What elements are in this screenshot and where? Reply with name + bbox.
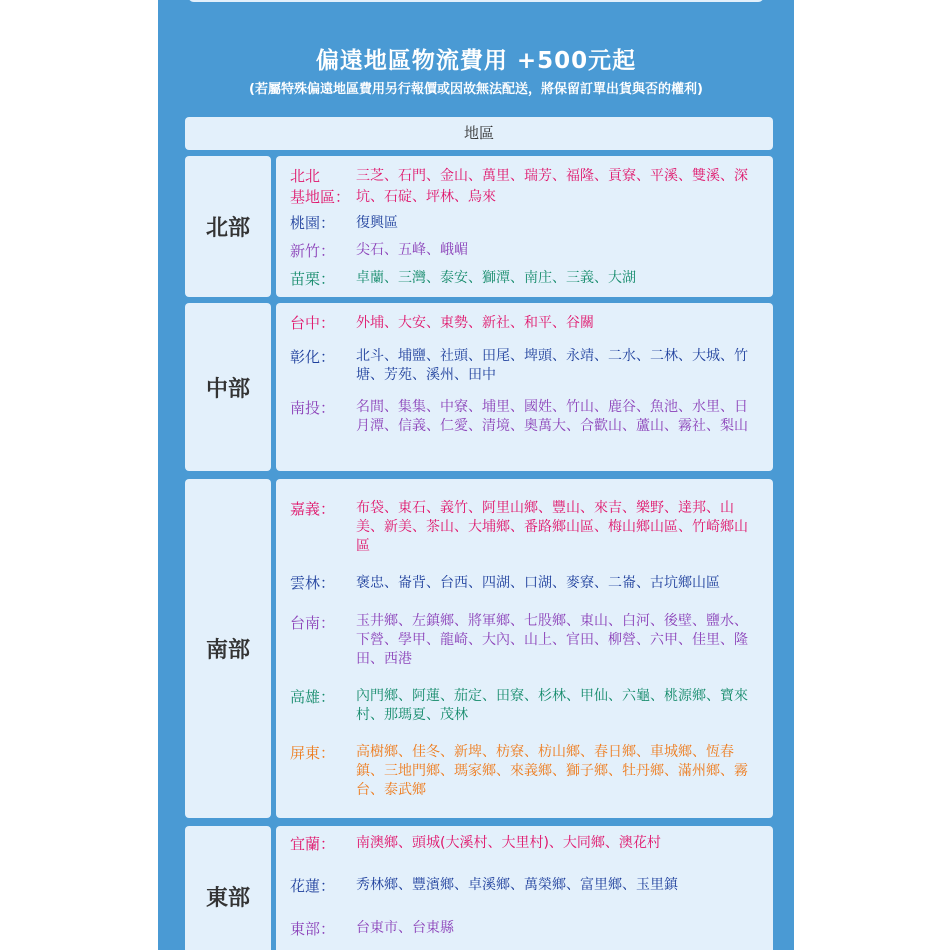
row-areas: 復興區: [356, 215, 398, 231]
row-areas: 北斗、埔鹽、社頭、田尾、埤頭、永靖、二水、二林、大城、竹塘、芳苑、溪州、田中: [356, 348, 748, 383]
row-label: 雲林：: [290, 574, 336, 592]
row-label: 花蓮：: [290, 877, 336, 895]
row-label: 台南：: [290, 614, 336, 632]
row-areas: 名間、集集、中寮、埔里、國姓、竹山、鹿谷、魚池、水里、日月潭、信義、仁愛、清境、奧萬大、合歡山、蘆山、霧社、梨山: [356, 399, 748, 434]
region-north-areas: [276, 156, 773, 297]
region-south: 南部: [185, 479, 271, 818]
row-label: 嘉義：: [290, 500, 336, 518]
table-header: 地區: [185, 117, 773, 150]
region-south-areas: [276, 479, 773, 818]
shipping-info-panel: [158, 0, 794, 950]
row-label: 桃園：: [290, 214, 336, 232]
row-areas: 外埔、大安、東勢、新社、和平、谷關: [356, 315, 594, 331]
row-label: 新竹：: [290, 242, 336, 260]
row-label: 宜蘭：: [290, 835, 336, 853]
region-central: 中部: [185, 303, 271, 471]
region-north: 北部: [185, 156, 271, 297]
page-title: 偏遠地區物流費用 +500元起: [315, 48, 637, 74]
page-subtitle: (若屬特殊偏遠地區費用另行報價或因故無法配送，將保留訂單出貨與否的權利): [249, 82, 703, 97]
region-east: 東部: [185, 826, 271, 950]
row-areas: 三芝、石門、金山、萬里、瑞芳、福隆、貢寮、平溪、雙溪、深坑、石碇、坪林、烏來: [356, 168, 748, 205]
row-areas: 尖石、五峰、峨嵋: [356, 242, 468, 258]
top-bar: [188, 0, 764, 2]
row-label: 南投：: [290, 399, 336, 417]
row-label: 彰化：: [290, 348, 336, 366]
region-east-areas: [276, 826, 773, 950]
row-areas: 布袋、東石、義竹、阿里山鄉、豐山、來吉、樂野、達邦、山美、新美、茶山、大埔鄉、番路鄉山區、梅山鄉山區、竹崎鄉山區: [356, 500, 748, 554]
row-areas: 南澳鄉、頭城(大溪村、大里村)、大同鄉、澳花村: [356, 835, 661, 851]
row-areas: 褒忠、崙背、台西、四湖、口湖、麥寮、二崙、古坑鄉山區: [356, 575, 720, 591]
row-areas: 台東市、台東縣: [356, 920, 454, 936]
row-areas: 內門鄉、阿蓮、茄定、田寮、杉林、甲仙、六龜、桃源鄉、寶來村、那瑪夏、茂林: [356, 688, 748, 723]
row-areas: 玉井鄉、左鎮鄉、將軍鄉、七股鄉、東山、白河、後壁、鹽水、下營、學甲、龍崎、大內、山上、官田、柳營、六甲、佳里、隆田、西港: [356, 613, 748, 667]
region-central-areas: [276, 303, 773, 471]
row-areas: 卓蘭、三灣、泰安、獅潭、南庄、三義、大湖: [356, 270, 636, 286]
row-label: 北北 基地區：: [290, 167, 351, 206]
row-label: 屏東：: [290, 744, 336, 762]
row-label: 高雄：: [290, 688, 336, 706]
row-areas: 高樹鄉、佳冬、新埤、枋寮、枋山鄉、春日鄉、車城鄉、恆春鎮、三地門鄉、瑪家鄉、來義鄉、獅子鄉、牡丹鄉、滿州鄉、霧台、泰武鄉: [356, 744, 748, 798]
row-label: 台中：: [290, 314, 336, 332]
row-label: 苗栗：: [290, 270, 336, 288]
row-areas: 秀林鄉、豐濱鄉、卓溪鄉、萬榮鄉、富里鄉、玉里鎮: [356, 877, 678, 893]
row-label: 東部：: [290, 920, 336, 938]
